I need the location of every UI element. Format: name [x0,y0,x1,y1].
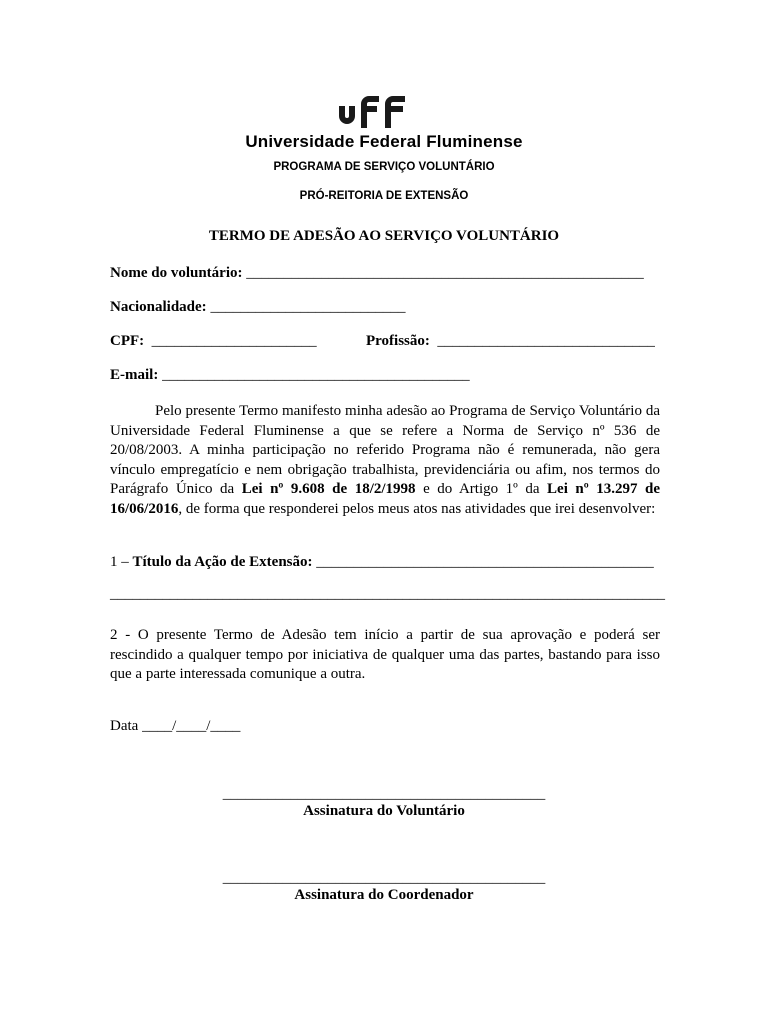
paragraph-adesao-part1: Pelo presente Termo manifesto minha adesão ao Programa de Serviço Voluntário da Universidade Federal Fluminense a que se refere a Norma de Serviço nº 536 de 20/08/2003. A minha participação no referido Programa não é remunerada, não gera vínculo empregatício e nem obrigação trabalhista, previdenciária ou afim, nos termos do Parágrafo Único da [110,403,660,497]
profissao-field [366,333,655,350]
email-field [110,367,470,384]
item1-blank: _____________________________________________ [312,554,654,570]
program-name: PROGRAMA DE SERVIÇO VOLUNTÁRIO [273,161,495,173]
email-label: E-mail: [110,367,159,383]
item1-line [110,554,654,571]
signature-coordinator-label: Assinatura do Coordenador [294,887,474,903]
item1-blank-continuation: __________________________________________________________________________ [110,586,665,602]
law-9608: Lei nº 9.608 de 18/2/1998 [241,481,416,497]
nome-blank: _____________________________________________________ [246,265,644,281]
paragraph-adesao [110,402,660,519]
university-name: Universidade Federal Fluminense [245,132,523,151]
uff-logo [335,94,435,130]
nacionalidade-field [110,299,405,316]
nome-field [110,265,644,282]
profissao-label: Profissão: [366,333,430,349]
date-line: Data ____/____/____ [110,718,241,734]
nacionalidade-blank: __________________________ [210,299,406,315]
pro-reitoria-name: PRÓ-REITORIA DE EXTENSÃO [299,190,469,202]
signature-coordinator [0,870,768,904]
cpf-label: CPF: [110,333,145,349]
item1-number: 1 – [110,554,133,570]
signature-volunteer [0,786,768,820]
email-blank: _________________________________________ [162,367,470,383]
paragraph-adesao-part3: , de forma que responderei pelos meus atos nas atividades que irei desenvolver: [178,500,656,517]
document-title: TERMO DE ADESÃO AO SERVIÇO VOLUNTÁRIO [208,228,560,244]
item1-label: Título da Ação de Extensão: [132,554,313,570]
item2-paragraph: 2 - O presente Termo de Adesão tem início a partir de sua aprovação e poderá ser rescindido a qualquer tempo por iniciativa de qualquer uma das partes, bastando para isso que a parte interessada comunique a outra. [110,627,660,682]
cpf-blank: ______________________ [151,333,317,349]
nacionalidade-label: Nacionalidade: [110,299,207,315]
uff-logo-mark [335,94,435,130]
profissao-blank: _____________________________ [437,333,655,349]
signature-volunteer-label: Assinatura do Voluntário [303,803,465,819]
signature-coordinator-line: ___________________________________________ [222,870,546,886]
paragraph-adesao-part2: e do Artigo 1º da [415,481,548,497]
nome-label: Nome do voluntário: [110,265,243,281]
signature-volunteer-line: ___________________________________________ [222,786,546,802]
law-13297: Lei nº 13.297 de 16/06/2016 [110,481,660,517]
cpf-field [110,333,317,350]
